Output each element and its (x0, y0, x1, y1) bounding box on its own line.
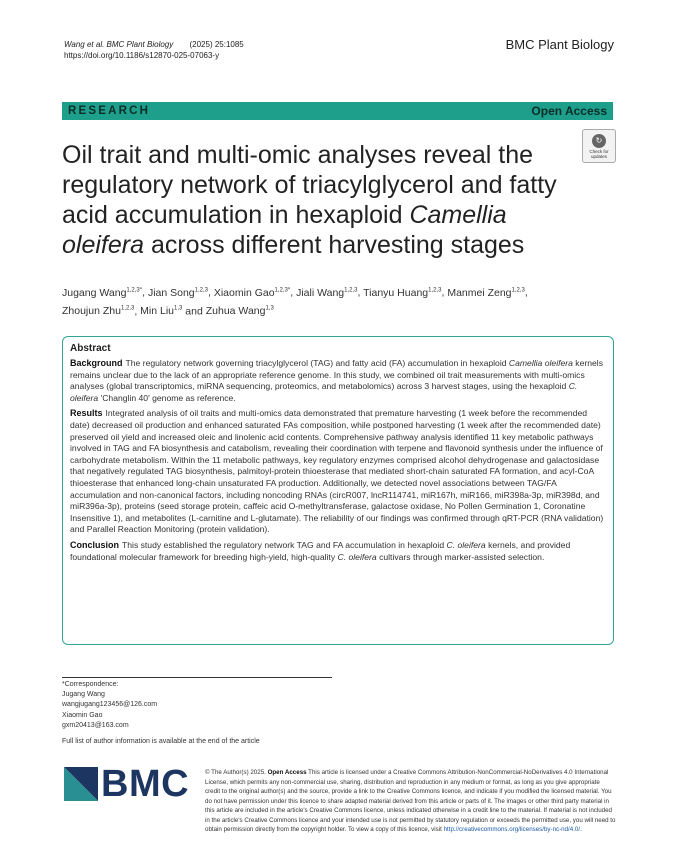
author[interactable]: Tianyu Huang$^{1,2,3}$ (363, 286, 442, 299)
volume-ref: (2025) 25:1085 (189, 40, 244, 49)
open-access-label: Open Access (531, 104, 607, 118)
article-type-banner (62, 102, 613, 120)
corresponding-author: Xiaomin Gao (62, 711, 103, 719)
author[interactable]: Zhoujun Zhu$^{1,2,3}$ (62, 305, 135, 317)
abstract-results: Results Integrated analysis of oil traits and multi-omics data demonstrated that premature harvesting (1 week before the recommended date) decreased oil production and enhanced saturated FAs composition, while postponed harvesting (1 week after the recommended date) preserved oil yield and increased oleic and linolenic acid contents. Comprehensive pathway analysis identified 11 key metabolic pathways involved in TAG and FA biosynthesis and catabolism, revealing their coordination with terpene and flavonoid synthesis under the influence of carbohydrate metabolism. Within the 11 metabolic pathways, key regulatory enzymes comprised alcohol dehydrogenase and galactosidase that negatively regulated TAG biosynthesis, palmitoyl-protein thioesterase that mediated short-chain saturated FA formation, and acyl-CoA thioesterase that enhanced long-chain unsaturated FA production. Additionally, we detected novel associations between TAG/FA accumulation and non-canonical factors, including noncoding RNAs (circR007, lncR114741, miR167h, miR166, miR398a-3p, miR398d, and miR396a-3p), proteins (seed storage protein, caffeic acid O-methyltransferase, galactose oxidase, No Pollen Germination 1, Coronatine Insensitive 1), and metabolites (L-carnitine and L-glutamate). The reliability of our findings was confirmed through qRT-PCR (RNA validation) and Parallel Reaction Monitoring (protein validation). (70, 408, 604, 535)
check-for-updates-badge[interactable] (582, 129, 616, 163)
author[interactable]: Jian Song$^{1,2,3}$ (147, 286, 208, 299)
author[interactable]: Jugang Wang$^{1,2,3*}$ (62, 286, 143, 299)
footnote-divider (62, 677, 332, 678)
license-link[interactable]: http://creativecommons.org/licenses/by-nc-nd/4.0/ (443, 826, 581, 833)
author[interactable]: Xiaomin Gao$^{1,2,3*}$ (213, 286, 291, 299)
running-header (64, 39, 244, 61)
article-title (62, 140, 572, 260)
title-text: Oil trait and multi-omic analyses reveal the regulatory network of triacylglycerol and fatty acid accumulation in hexaploid (62, 141, 557, 229)
journal-name: BMC Plant Biology (505, 37, 614, 52)
article-category: RESEARCH (68, 105, 151, 117)
correspondence-heading: *Correspondence: (62, 681, 119, 688)
author-list: Jugang Wang$^{1,2,3*}$, Jian Song$^{1,2,3}$, Xiaomin Gao$^{1,2,3*}$, Jiali Wang$^{1,2,3}$, Tianyu Huang$^{1,2,3}$, Manmei Zeng$^{1,2,3}$, Zhoujun Zhu$^{1,2,3}$, Min Liu$^{1,3}$ and Zuhua Wang$^{1,3}$ (62, 286, 528, 317)
title-species-epithet: oleifera (62, 231, 144, 259)
abstract-background: Background The regulatory network governing triacylglycerol (TAG) and fatty acid (FA) accumulation in hexaploid Camellia oleifera kernels remains unclear due to the lack of an appropriate reference genome. In this study, we combined oil trait measurements with multi-omics analyses (global transcriptomics, miRNA sequencing, proteomics, and metabolomics) across 3 harvest stages, using the hexaploid C. oleifera 'Changlin 40' genome as reference. (70, 358, 604, 403)
doi-link[interactable]: https://doi.org/10.1186/s12870-025-07063-y (64, 51, 220, 60)
author[interactable]: Min Liu$^{1,3}$ (140, 305, 183, 317)
background-label: Background (70, 358, 123, 368)
citation: Wang et al. BMC Plant Biology (64, 40, 174, 49)
author[interactable]: Manmei Zeng$^{1,2,3}$ (447, 286, 525, 299)
correspondence (62, 680, 157, 731)
license-text: © The Author(s) 2025. Open Access This article is licensed under a Creative Commons Attribution-NonCommercial-NoDerivatives 4.0 International License, which permits any non-commercial use, sharing, distribution and reproduction in any medium or format, as long as you give appropriate credit to the original author(s) and the source, provide a link to the Creative Commons licence, and indicate if you modified the licensed material. You do not have permission under this licence to share adapted material derived from this article or parts of it. The images or other third party material in this article are included in the article's Creative Commons licence, unless indicated otherwise in a credit line to the material. If material is not included in the article's Creative Commons licence and your intended use is not permitted by statutory regulation or exceeds the permitted use, you will need to obtain permission directly from the copyright holder. To view a copy of this licence, visit http://creativecommons.org/licenses/by-nc-nd/4.0/. (205, 769, 616, 833)
bmc-logo-text: BMC (101, 763, 190, 805)
results-label: Results (70, 408, 103, 419)
corresponding-email[interactable]: wangjugang123456@126.com (62, 701, 158, 709)
author-info-note: Full list of author information is available at the end of the article (62, 738, 260, 745)
abstract-conclusion: Conclusion This study established the regulatory network TAG and FA accumulation in hexaploid C. oleifera kernels, and provided foundational molecular framework for breeding high-yield, high-quality C. oleifera cultivars through marker-assisted selection. (70, 539, 571, 562)
corresponding-email[interactable]: gxm20413@163.com (62, 721, 129, 729)
update-label: Check for updates (589, 148, 609, 159)
conclusion-label: Conclusion (70, 539, 119, 550)
title-species-genus: Camellia (409, 201, 507, 229)
author[interactable]: Zuhua Wang$^{1,3}$ (205, 305, 274, 317)
corresponding-author: Jugang Wang (62, 691, 105, 699)
abstract-box (62, 336, 614, 645)
title-text-end: across different harvesting stages (144, 231, 525, 259)
citation-line (64, 39, 244, 50)
bmc-logo (64, 763, 190, 805)
refresh-icon: ↻ (592, 134, 606, 148)
author[interactable]: Jiali Wang$^{1,2,3}$ (296, 286, 358, 299)
abstract-heading: Abstract (70, 343, 111, 354)
bmc-logo-icon (64, 767, 98, 801)
